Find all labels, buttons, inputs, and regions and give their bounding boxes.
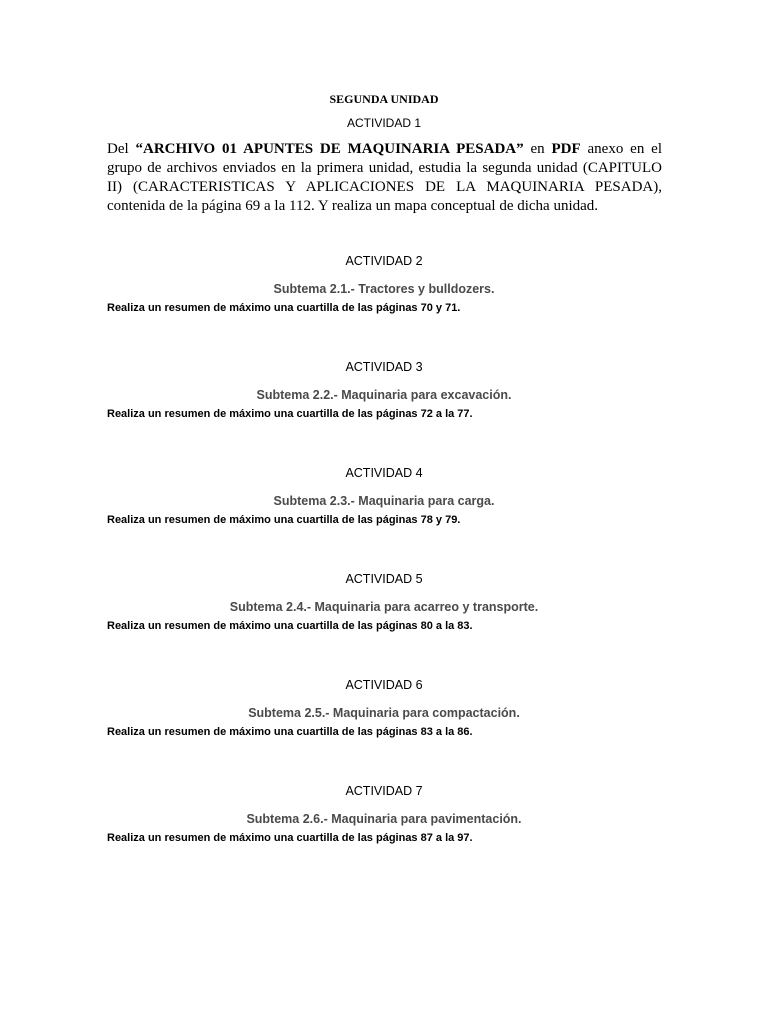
unit-title: SEGUNDA UNIDAD: [329, 92, 439, 106]
task-text: Realiza un resumen de máximo una cuartilla de las páginas 83 a la 86.: [107, 726, 473, 738]
activity-6: [0, 677, 768, 739]
intro-text-2: en: [523, 141, 552, 157]
activity-title: ACTIVIDAD 5: [345, 572, 423, 586]
task-text: Realiza un resumen de máximo una cuartilla de las páginas 72 a la 77.: [107, 408, 473, 420]
activity-title: ACTIVIDAD 2: [345, 254, 423, 268]
subtema-heading: Subtema 2.1.- Tractores y bulldozers.: [273, 282, 495, 296]
subtema-heading: Subtema 2.2.- Maquinaria para excavación.: [256, 388, 512, 402]
task-text: Realiza un resumen de máximo una cuartilla de las páginas 87 a la 97.: [107, 832, 473, 844]
intro-file-name: “ARCHIVO 01 APUNTES DE MAQUINARIA PESADA”: [135, 141, 524, 157]
activity-3: [0, 359, 768, 421]
subtema-heading: Subtema 2.3.- Maquinaria para carga.: [273, 494, 495, 508]
activity-title: ACTIVIDAD 3: [345, 360, 423, 374]
task-text: Realiza un resumen de máximo una cuartilla de las páginas 70 y 71.: [107, 302, 461, 314]
subtema-heading: Subtema 2.5.- Maquinaria para compactación.: [248, 706, 520, 720]
activity-5: [0, 571, 768, 633]
task-text: Realiza un resumen de máximo una cuartilla de las páginas 78 y 79.: [107, 514, 461, 526]
intro-format: PDF: [551, 141, 581, 157]
activity-title: ACTIVIDAD 7: [345, 784, 423, 798]
task-text: Realiza un resumen de máximo una cuartilla de las páginas 80 a la 83.: [107, 620, 473, 632]
activity-title: ACTIVIDAD 4: [345, 466, 423, 480]
activity-title: ACTIVIDAD 6: [345, 678, 423, 692]
activity-7: [0, 783, 768, 845]
subtema-heading: Subtema 2.4.- Maquinaria para acarreo y transporte.: [229, 600, 539, 614]
intro-text-1: Del: [107, 141, 136, 157]
activity-1-title: ACTIVIDAD 1: [346, 116, 421, 130]
intro-text-3: anexo en el grupo de archivos enviados en la primera unidad, estudia la segunda unidad (CAPITULO II) (CARACTERISTICAS Y APLICACIONES DE LA MAQUINARIA PESADA), contenida de la página 69 a la 112. Y realiza un mapa conceptual de dicha unidad.: [107, 141, 662, 214]
activity-1-instructions: [107, 140, 662, 216]
activity-4: [0, 465, 768, 527]
activity-2: [0, 253, 768, 315]
subtema-heading: Subtema 2.6.- Maquinaria para pavimentación.: [246, 812, 522, 826]
